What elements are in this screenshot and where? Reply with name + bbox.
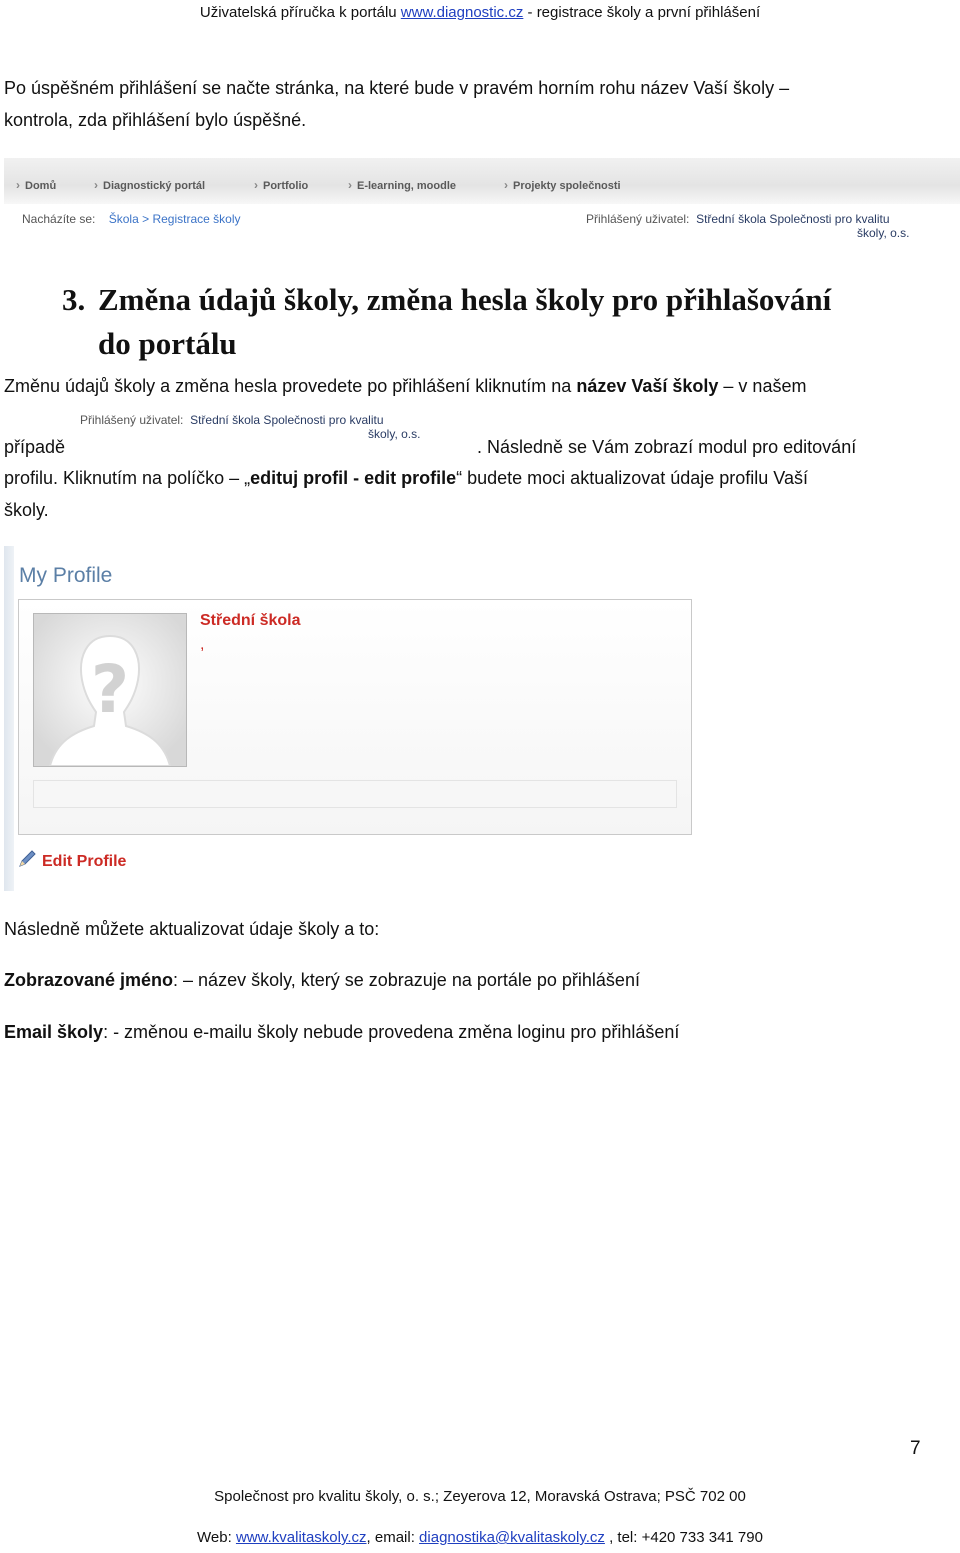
inline-user-school-line2: školy, o.s. [368, 427, 421, 441]
header-prefix: Uživatelská příručka k portálu [199, 4, 401, 21]
chevron-right-icon: › [94, 178, 98, 192]
update-intro: Následně můžete aktualizovat údaje školy a to: [4, 919, 380, 939]
intro-line-2: kontrola, zda přihlášení bylo úspěšné. [4, 110, 307, 130]
instruction-lines-3-4 [4, 462, 808, 526]
user-label: Přihlášený uživatel: [586, 212, 690, 226]
edit-profile-label: Edit Profile [42, 853, 127, 870]
chevron-right-icon: › [254, 178, 258, 192]
footer-contact: Web: www.kvalitaskoly.cz, email: diagnostika@kvalitaskoly.cz , tel: +420 733 341 790 [197, 1529, 763, 1546]
section-title-line-2: do portálu [98, 326, 237, 361]
display-name-label: Zobrazované jméno [4, 970, 174, 990]
edit-profile-button[interactable] [18, 850, 126, 871]
breadcrumb-link-school[interactable]: Škola [108, 212, 139, 226]
document-header [0, 4, 960, 21]
menu-item-elearning[interactable]: › E-learning, moodle [348, 178, 457, 192]
footer-web-link[interactable]: www.kvalitaskoly.cz [235, 1529, 367, 1546]
display-name-item [4, 964, 640, 996]
breadcrumb-link-registration[interactable]: Registrace školy [152, 212, 241, 226]
breadcrumb [22, 212, 240, 226]
instruction-paragraph [4, 370, 806, 402]
instruction-line-1: Změnu údajů školy a změna hesla provedete po přihlášení kliknutím na název Vaší školy – v našem [4, 376, 807, 396]
avatar-placeholder-icon [34, 614, 186, 766]
instruction-line-2: případě [4, 437, 66, 457]
user-school-line2[interactable]: školy, o.s. [857, 226, 910, 240]
chevron-right-icon: › [348, 178, 352, 192]
my-profile-screenshot [4, 546, 704, 891]
inline-user-school: Střední škola Společnosti pro kvalitu [190, 413, 384, 427]
svg-text:?: ? [90, 651, 130, 728]
menu-item-projects[interactable]: › Projekty společnosti [504, 178, 621, 192]
pencil-icon [18, 850, 38, 868]
profile-title: My Profile [19, 564, 113, 587]
footer-address: Společnost pro kvalitu školy, o. s.; Zeyerova 12, Moravská Ostrava; PSČ 702 00 [214, 1488, 746, 1505]
email-label: Email školy [4, 1022, 104, 1042]
profile-info-field [33, 780, 677, 808]
inline-user-label: Přihlášený uživatel: [80, 413, 184, 427]
profile-subline: , [200, 636, 205, 653]
email-text: : - změnou e-mailu školy nebude provedena změna loginu pro přihlášení [103, 1022, 680, 1042]
display-name-text: : – název školy, který se zobrazuje na portále po přihlášení [173, 970, 640, 990]
email-item [4, 1016, 679, 1048]
chevron-right-icon: › [504, 178, 508, 192]
instruction-line-3: profilu. Kliknutím na políčko – „edituj profil - edit profile“ budete moci aktualizovat údaje profilu Vaší [4, 468, 808, 488]
instruction-line-4: školy. [4, 500, 49, 520]
header-suffix: - registrace školy a první přihlášení [523, 4, 761, 21]
chevron-right-icon: › [16, 178, 20, 192]
intro-line-1: Po úspěšném přihlášení se načte stránka, na které bude v pravém horním rohu název Vaší školy – [4, 78, 790, 98]
profile-side-rail [4, 546, 14, 891]
profile-name: Střední škola [200, 612, 301, 629]
avatar [33, 613, 187, 767]
profile-card [18, 599, 692, 835]
user-school-link[interactable]: Střední škola Společnosti pro kvalitu [696, 212, 890, 226]
menu-item-diagnostic[interactable]: › Diagnostický portál [94, 178, 206, 192]
section-number: 3. [62, 282, 86, 317]
breadcrumb-separator: > [142, 212, 150, 226]
portal-nav-screenshot [4, 158, 960, 244]
footer-email-link[interactable]: diagnostika@kvalitaskoly.cz [419, 1529, 605, 1546]
section-title-line-1: Změna údajů školy, změna hesla školy pro přihlašování [98, 282, 832, 317]
section-heading [62, 278, 831, 366]
menu-item-portfolio[interactable]: › Portfolio [254, 178, 309, 192]
instruction-line-2-end: . Následně se Vám zobrazí modul pro editování [477, 437, 857, 457]
header-link[interactable]: www.diagnostic.cz [400, 4, 524, 21]
intro-paragraph [4, 72, 789, 136]
page-number: 7 [910, 1438, 921, 1459]
menu-item-home[interactable]: › Domů [16, 178, 57, 192]
logged-in-user [586, 212, 909, 240]
breadcrumb-label: Nacházíte se: [22, 212, 96, 226]
inline-user-screenshot [80, 413, 420, 441]
portal-menu-bar [4, 158, 960, 204]
